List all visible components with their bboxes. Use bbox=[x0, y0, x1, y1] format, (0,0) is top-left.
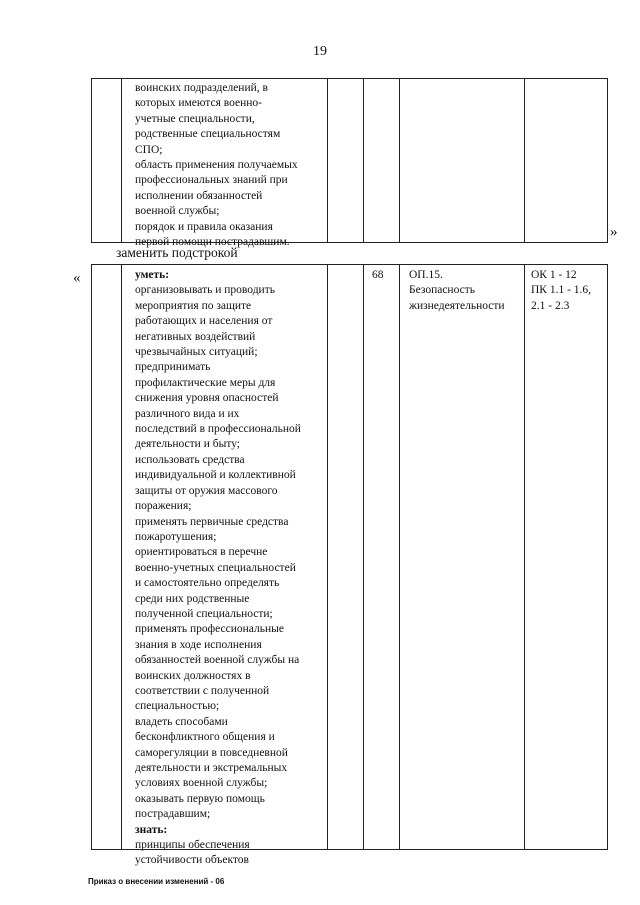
requirement-line: специальностью; bbox=[135, 700, 220, 713]
requirement-line: бесконфликтного общения и bbox=[135, 731, 275, 744]
requirement-line: организовывать и проводить bbox=[135, 284, 275, 297]
requirement-line: профессиональных знаний при bbox=[135, 174, 288, 187]
requirement-line: негативных воздействий bbox=[135, 330, 256, 343]
requirement-line: индивидуальной и коллективной bbox=[135, 469, 296, 482]
requirement-line: область применения получаемых bbox=[135, 159, 298, 172]
requirement-line: предпринимать bbox=[135, 361, 211, 374]
table-bottom-divider-1 bbox=[121, 265, 122, 849]
requirement-line: воинских должностях в bbox=[135, 669, 251, 682]
table-top-divider-5 bbox=[524, 79, 525, 242]
requirement-line: полученной специальности; bbox=[135, 607, 273, 620]
requirement-line: воинских подразделений, в bbox=[135, 82, 268, 94]
requirement-line: последствий в профессиональной bbox=[135, 423, 301, 436]
requirement-line: снижения уровня опасностей bbox=[135, 392, 279, 405]
table-bottom bbox=[91, 264, 608, 867]
requirement-line: пострадавшим; bbox=[135, 808, 211, 821]
footer-note: Приказ о внесении изменений - 06 bbox=[88, 877, 225, 886]
requirement-line: оказывать первую помощь bbox=[135, 792, 265, 805]
requirement-line: порядок и правила оказания bbox=[135, 220, 273, 233]
requirement-line: применять первичные средства bbox=[135, 515, 289, 528]
table-top-divider-4 bbox=[399, 79, 400, 242]
requirement-line: саморегуляции в повседневной bbox=[135, 746, 288, 759]
hours-cell: 68 bbox=[372, 269, 384, 281]
requirement-line: соответствии с полученной bbox=[135, 684, 270, 697]
requirement-line: владеть способами bbox=[135, 715, 228, 728]
requirement-line: среди них родственные bbox=[135, 592, 250, 605]
requirement-line: обязанностей военной службы на bbox=[135, 654, 300, 667]
requirement-line: деятельности и экстремальных bbox=[135, 762, 288, 774]
table-bottom-divider-4 bbox=[399, 265, 400, 849]
competencies-cell: ОК 1 - 12 ПК 1.1 - 1.6, 2.1 - 2.3 bbox=[531, 269, 592, 312]
requirement-line: мероприятия по защите bbox=[135, 299, 252, 312]
requirement-line: применять профессиональные bbox=[135, 623, 284, 636]
requirement-line: знания в ходе исполнения bbox=[135, 638, 262, 651]
requirement-line: знать: bbox=[135, 823, 168, 836]
requirement-line: ориентироваться в перечне bbox=[135, 546, 268, 559]
requirement-line: использовать средства bbox=[135, 453, 245, 466]
table-top bbox=[91, 78, 608, 249]
requirement-line: исполнении обязанностей bbox=[135, 189, 263, 202]
requirement-line: СПО; bbox=[135, 143, 163, 156]
requirement-line: профилактические меры для bbox=[135, 376, 276, 389]
requirement-line: и самостоятельно определять bbox=[135, 577, 280, 590]
requirement-line: работающих и населения от bbox=[135, 315, 273, 328]
table-top-divider-2 bbox=[327, 79, 328, 242]
requirement-line: которых имеются военно- bbox=[135, 97, 262, 110]
table-bottom-divider-3 bbox=[363, 265, 364, 849]
open-quote: « bbox=[73, 270, 81, 286]
close-quote: » bbox=[610, 224, 618, 240]
requirement-line: родственные специальностям bbox=[135, 128, 281, 141]
requirement-line: пожаротушения; bbox=[135, 530, 217, 543]
requirement-line: военно-учетных специальностей bbox=[135, 561, 296, 574]
requirement-line: условиях военной службы; bbox=[135, 777, 268, 790]
requirement-line: принципы обеспечения bbox=[135, 839, 250, 852]
table-top-requirements-text bbox=[135, 81, 298, 250]
requirement-line: учетные специальности, bbox=[135, 112, 255, 125]
discipline-cell: ОП.15. Безопасность жизнедеятельности bbox=[409, 269, 505, 312]
requirement-line: деятельности и быту; bbox=[135, 438, 240, 451]
replace-note: заменить подстрокой bbox=[116, 245, 238, 260]
requirement-line: первой помощи пострадавшим. bbox=[135, 236, 290, 249]
table-bottom-divider-5 bbox=[524, 265, 525, 849]
requirement-line: военной службы; bbox=[135, 205, 220, 218]
requirement-line: уметь: bbox=[135, 269, 170, 281]
page-number: 19 bbox=[313, 44, 327, 59]
table-top-divider-3 bbox=[363, 79, 364, 242]
table-bottom-divider-2 bbox=[327, 265, 328, 849]
requirement-line: устойчивости объектов bbox=[135, 854, 249, 867]
requirement-line: поражения; bbox=[135, 500, 192, 513]
requirement-line: защиты от оружия массового bbox=[135, 484, 278, 497]
requirement-line: чрезвычайных ситуаций; bbox=[135, 346, 258, 359]
requirement-line: различного вида и их bbox=[135, 407, 240, 420]
table-top-divider-1 bbox=[121, 79, 122, 242]
table-bottom-requirements-text bbox=[135, 268, 301, 869]
